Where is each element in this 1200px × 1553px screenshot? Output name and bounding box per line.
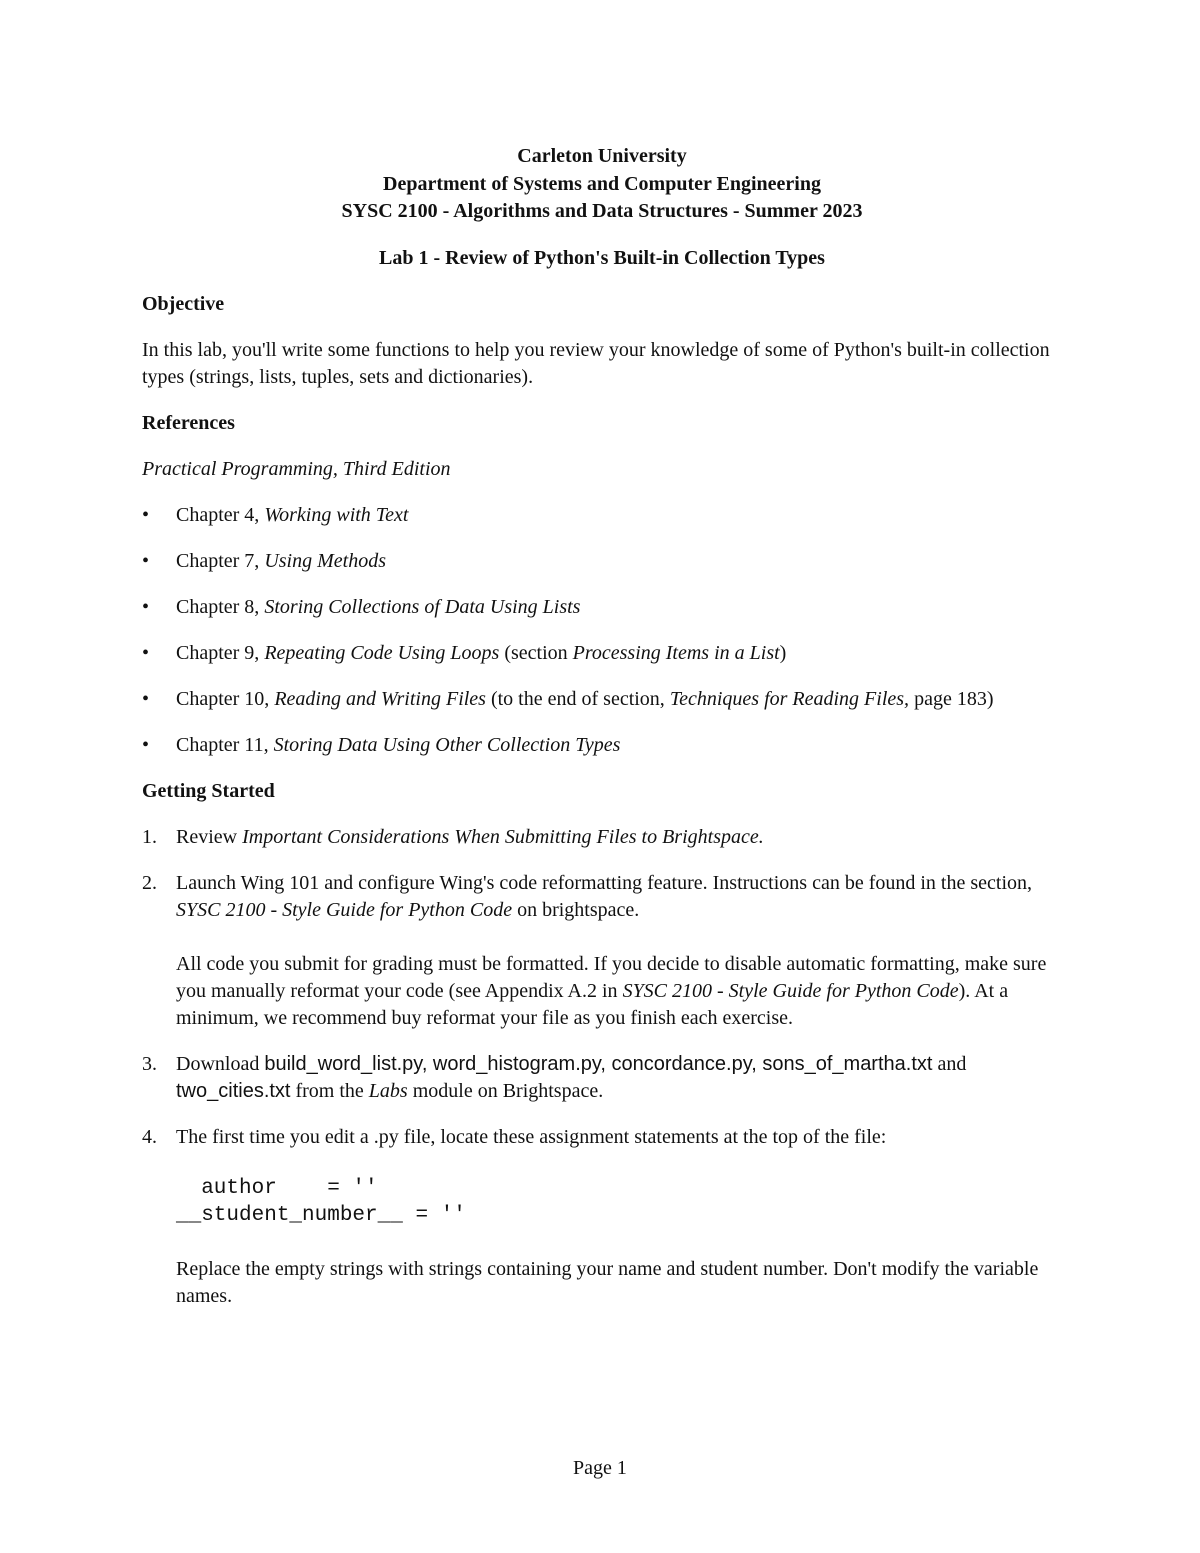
code-line: author = '' bbox=[176, 1176, 378, 1200]
reference-book-title: Practical Programming, Third Edition bbox=[142, 457, 451, 480]
list-item: • Chapter 9, Repeating Code Using Loops (section Processing Items in a List) bbox=[142, 640, 1062, 667]
bullet-icon: • bbox=[142, 595, 150, 618]
bullet-icon: • bbox=[142, 641, 150, 664]
document-header bbox=[142, 143, 1062, 226]
university-name: Carleton University bbox=[517, 145, 687, 167]
lab-title: Lab 1 - Review of Python's Built-in Collection Types bbox=[379, 246, 825, 269]
step-1: 1. Review Important Considerations When Submitting Files to Brightspace. bbox=[142, 824, 1062, 851]
list-item: • Chapter 4, Working with Text bbox=[142, 502, 1062, 529]
list-item: • Chapter 10, Reading and Writing Files (to the end of section, Techniques for Reading Files, page 183) bbox=[142, 686, 1062, 713]
step-number: 3. bbox=[142, 1052, 157, 1075]
list-item: • Chapter 11, Storing Data Using Other Collection Types bbox=[142, 732, 1062, 759]
step-number: 1. bbox=[142, 825, 157, 848]
reference-list bbox=[142, 502, 1062, 759]
code-line: __student_number__ = '' bbox=[176, 1203, 466, 1227]
step-2-formatting-note: All code you submit for grading must be formatted. If you decide to disable automatic formatting, make sure you manually reformat your code (see Appendix A.2 in SYSC 2100 - Style Guide for Python Code). At a minimum, we recommend buy reformat your file as you finish each exercise. bbox=[176, 952, 1047, 1029]
department-name: Department of Systems and Computer Engineering bbox=[383, 172, 821, 195]
course-title: SYSC 2100 - Algorithms and Data Structures - Summer 2023 bbox=[341, 200, 863, 222]
document-page bbox=[142, 143, 1062, 1310]
step-4-instructions: Replace the empty strings with strings containing your name and student number. Don't modify the variable names. bbox=[176, 1257, 1039, 1307]
objective-text: In this lab, you'll write some functions to help you review your knowledge of some of Python's built-in collection types (strings, lists, tuples, sets and dictionaries). bbox=[142, 338, 1050, 388]
list-item: • Chapter 8, Storing Collections of Data Using Lists bbox=[142, 594, 1062, 621]
references-heading: References bbox=[142, 411, 235, 434]
bullet-icon: • bbox=[142, 549, 150, 572]
page-number: Page 1 bbox=[573, 1457, 627, 1479]
step-number: 2. bbox=[142, 871, 157, 894]
file-names: build_word_list.py, word_histogram.py, concordance.py, sons_of_martha.txt bbox=[264, 1052, 933, 1075]
steps-list bbox=[142, 824, 1062, 1310]
bullet-icon: • bbox=[142, 733, 150, 756]
step-2-text: Launch Wing 101 and configure Wing's code reformatting feature. Instructions can be found in the section, SYSC 2100 - Style Guide for Python Code on brightspace. bbox=[176, 871, 1032, 921]
step-number: 4. bbox=[142, 1125, 157, 1148]
step-2 bbox=[142, 870, 1062, 1032]
step-4 bbox=[142, 1124, 1062, 1310]
getting-started-heading: Getting Started bbox=[142, 779, 275, 802]
bullet-icon: • bbox=[142, 687, 150, 710]
step-4-text: The first time you edit a .py file, locate these assignment statements at the top of the file: bbox=[176, 1125, 887, 1148]
objective-heading: Objective bbox=[142, 292, 225, 315]
code-block bbox=[176, 1175, 1062, 1229]
list-item: • Chapter 7, Using Methods bbox=[142, 548, 1062, 575]
step-3: 3. Download build_word_list.py, word_histogram.py, concordance.py, sons_of_martha.txt and two_cities.txt from the Labs module on Brightspace. bbox=[142, 1052, 967, 1102]
file-name-last: two_cities.txt bbox=[176, 1079, 291, 1102]
bullet-icon: • bbox=[142, 503, 150, 526]
